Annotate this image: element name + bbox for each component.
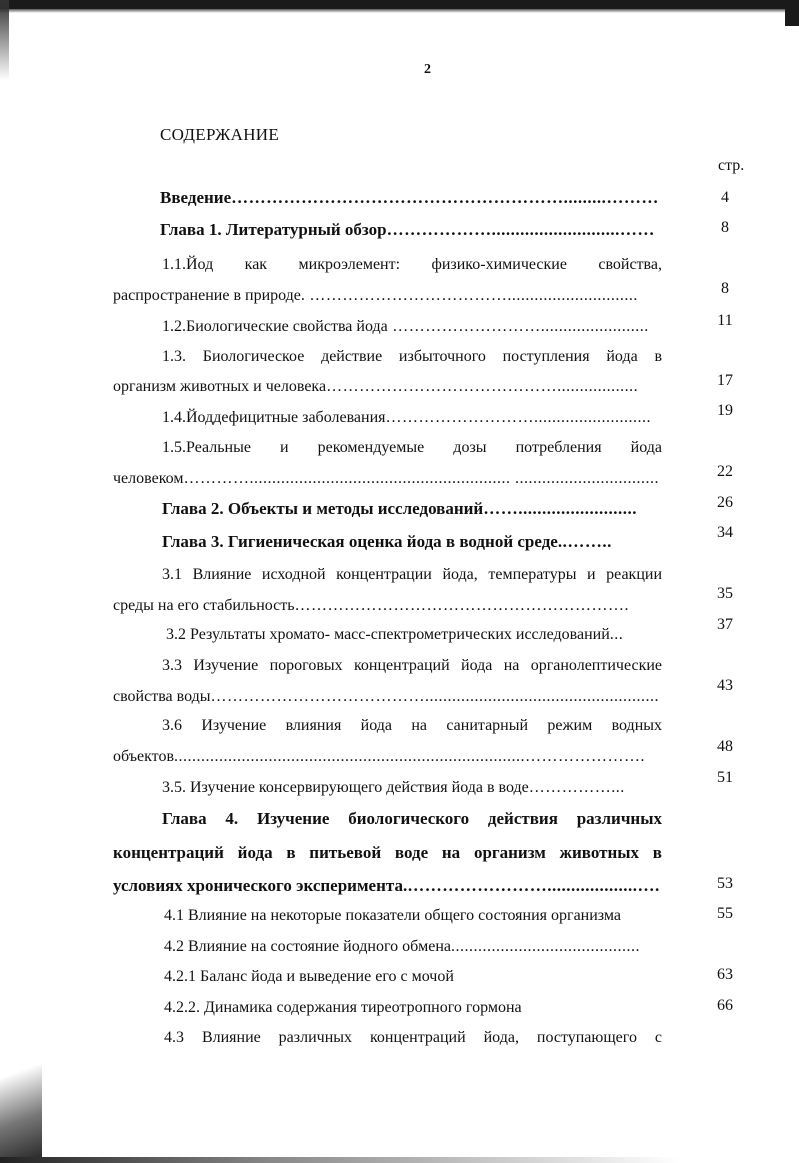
toc-page-number: 43: [717, 677, 733, 694]
toc-page-number: 37: [717, 616, 733, 633]
toc-page-number: 48: [717, 738, 733, 755]
toc-entry[interactable]: 1.4.Йоддефицитные заболевания………………………..........................: [162, 409, 651, 426]
toc-entry[interactable]: организм животных и человека……………………………………..................: [113, 378, 639, 395]
toc-entry-line1: 1.3. Биологическое действие избыточного поступления йода в: [162, 348, 662, 365]
toc-page-number: 4: [721, 189, 729, 206]
toc-entry[interactable]: человеком………….......................................................... ................................: [113, 470, 659, 487]
toc-page-number: 8: [721, 280, 729, 297]
toc-entry[interactable]: 4.2 Влияние на состояние йодного обмена..........................................: [164, 938, 640, 955]
toc-heading: СОДЕРЖАНИЕ: [160, 125, 280, 144]
page-column-label: стр.: [718, 157, 745, 174]
toc-page-number: 55: [717, 905, 733, 922]
toc-page-number: 63: [717, 966, 733, 983]
toc-entry[interactable]: распространение в природе. ……………………………….............................: [113, 287, 638, 304]
toc-page-number: 26: [717, 494, 733, 511]
toc-page-number: 8: [721, 219, 729, 236]
toc-page-number: 19: [717, 402, 733, 419]
toc-entry-line1: 1.5.Реальные и рекомендуемые дозы потребления йода: [162, 439, 662, 456]
toc-page-number: 51: [717, 769, 733, 786]
toc-entry[interactable]: 4.2.1 Баланс йода и выведение его с мочой: [164, 968, 454, 985]
toc-entry-line1: Глава 4. Изучение биологического действия различных: [162, 809, 662, 828]
toc-entry[interactable]: Введение………………………………………………….........………: [160, 188, 659, 207]
toc-entry-line1: 3.3 Изучение пороговых концентраций йода на органолептические: [162, 657, 662, 674]
toc-page-number: 35: [717, 585, 733, 602]
toc-entry[interactable]: объектов..............................................................................………………….: [113, 748, 646, 765]
toc-entry[interactable]: среды на его стабильность…………………………………………………….: [113, 597, 630, 614]
scan-border-top: [0, 0, 799, 9]
toc-entry[interactable]: Глава 1. Литературный обзор………………...........................……: [160, 220, 655, 239]
toc-entry[interactable]: 4.2.2. Динамика содержания тиреотропного гормона: [164, 999, 522, 1016]
toc-entry[interactable]: свойства воды…………………………………....................................................: [113, 688, 660, 705]
page-number: 2: [424, 62, 431, 77]
toc-entry[interactable]: 3.2 Результаты хромато- масс-спектрометрических исследований...: [166, 626, 624, 643]
toc-entry[interactable]: 1.2.Биологические свойства йода ………………………........................: [162, 318, 649, 335]
toc-entry[interactable]: Глава 3. Гигиеническая оценка йода в водной среде..……..: [162, 532, 612, 551]
scan-border-left: [0, 0, 9, 80]
scan-border-bottom: [0, 1157, 680, 1163]
toc-page-number: 34: [717, 524, 733, 541]
scan-corner-bottom-left: [0, 1053, 42, 1163]
toc-page-number: 53: [717, 875, 733, 892]
toc-entry-line2: концентраций йода в питьевой воде на организм животных в: [113, 843, 662, 862]
toc-page-number: 11: [717, 312, 733, 329]
toc-entry-line1: 3.6 Изучение влияния йода на санитарный режим водных: [162, 717, 662, 734]
toc-entry[interactable]: 4.1 Влияние на некоторые показатели общего состояния организма: [164, 907, 622, 924]
toc-entry-line1: 4.3 Влияние различных концентраций йода, поступающего с: [164, 1029, 662, 1046]
toc-entry-line1: 3.1 Влияние исходной концентрации йода, температуры и реакции: [162, 566, 662, 583]
toc-entry[interactable]: 3.5. Изучение консервирующего действия йода в воде……………...: [162, 779, 625, 796]
toc-entry-line1: 1.1.Йод как микроэлемент: физико-химические свойства,: [162, 256, 662, 273]
scan-corner-top-right: [785, 0, 799, 26]
toc-page-number: 66: [717, 997, 733, 1014]
toc-page-number: 17: [717, 372, 733, 389]
toc-page-number: 22: [717, 463, 733, 480]
toc-entry[interactable]: Глава 2. Объекты и методы исследований…….........................: [162, 499, 637, 518]
scan-border-shadow: [0, 9, 799, 13]
toc-entry[interactable]: условиях хронического эксперимента.……………………...................….: [113, 876, 660, 895]
